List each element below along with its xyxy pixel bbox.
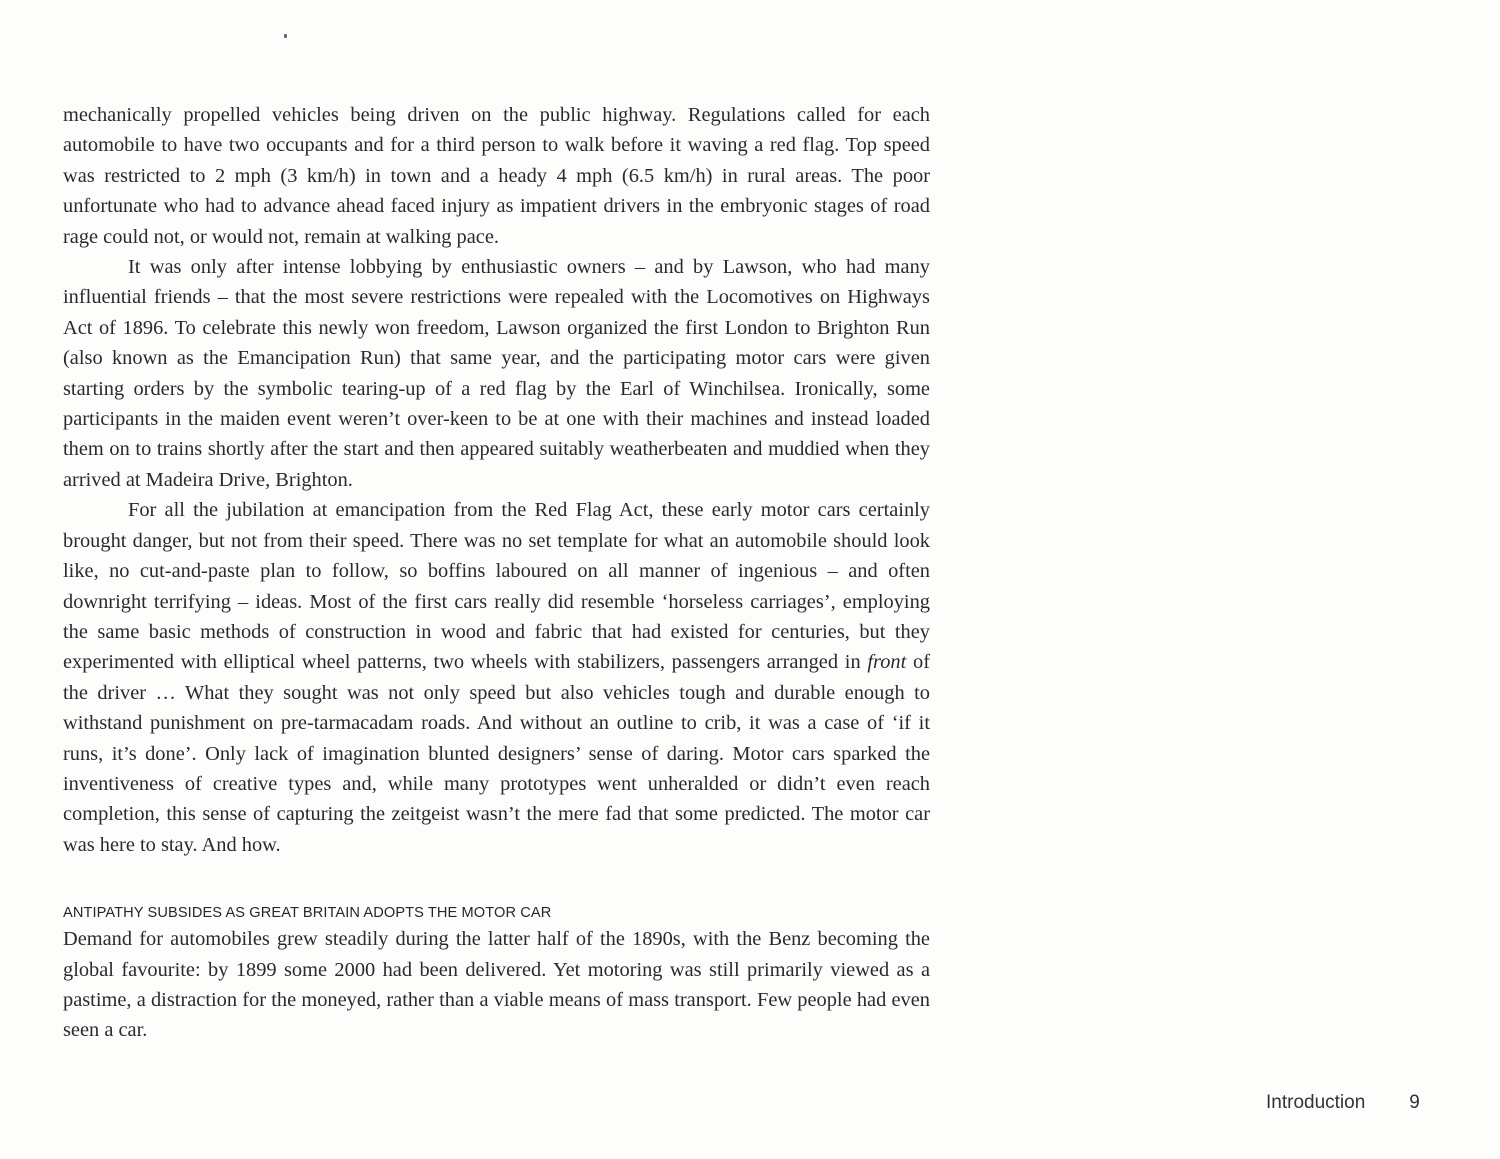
running-footer-title: Introduction (1266, 1092, 1366, 1113)
paragraph-lawson: It was only after intense lobbying by enthusiastic owners – and by Lawson, who had many influential friends – that the most severe restrictions were repealed with the Locomotives on Highways Act of 1896. To celebrate this newly won freedom, Lawson organized the first London to Brighton Run (also known as the Emancipation Run) that same year, and the participating motor cars were given starting orders by the symbolic tearing-up of a red flag by the Earl of Winchilsea. Ironically, some participants in the maiden event weren’t over-keen to be at one with their machines and instead loaded them on to trains shortly after the start and then appeared suitably weatherbeaten and muddied when they arrived at Madeira Drive, Brighton. (63, 256, 930, 491)
page-footer (1266, 1092, 1436, 1114)
paragraph-text-before: For all the jubilation at emancipation from the Red Flag Act, these early motor cars certainly brought danger, but not from their speed. There was no set template for what an automobile should look like, no cut-and-paste plan to follow, so boffins laboured on all manner of ingenious – and often downright terrifying – ideas. Most of the first cars really did resemble ‘horseless carriages’, employing the same basic methods of construction in wood and fabric that had existed for centuries, but they experimented with elliptical wheel patterns, two wheels with stabilizers, passengers arranged in (63, 499, 930, 674)
paragraph-continued: mechanically propelled vehicles being driven on the public highway. Regulations called for each automobile to have two occupants and for a third person to walk before it waving a red flag. Top speed was restricted to 2 mph (3 km/h) in town and a heady 4 mph (6.5 km/h) in rural areas. The poor unfortunate who had to advance ahead faced injury as impatient drivers in the embryonic stages of road rage could not, or would not, remain at walking pace. (63, 104, 930, 248)
paragraph-demand: Demand for automobiles grew steadily during the latter half of the 1890s, with the Benz becoming the global favourite: by 1899 some 2000 had been delivered. Yet motoring was still primarily viewed as a pastime, a distraction for the moneyed, rather than a viable means of mass transport. Few people had even seen a car. (63, 928, 930, 1042)
body-text (63, 100, 930, 1046)
section-heading: ANTIPATHY SUBSIDES AS GREAT BRITAIN ADOPTS THE MOTOR CAR (63, 905, 552, 922)
paragraph-text-after: of the driver … What they sought was not only speed but also vehicles tough and durable enough to withstand punishment on pre-tarmacadam roads. And without an outline to crib, it was a case of ‘if it runs, it’s done’. Only lack of imagination blunted designers’ sense of daring. Motor cars sparked the inventiveness of creative types and, while many prototypes went unheralded or didn’t even reach completion, this sense of capturing the zeitgeist wasn’t the mere fad that some predicted. The motor car was here to stay. And how. (63, 651, 930, 856)
scan-speck (284, 34, 287, 38)
paragraph-jubilation (63, 495, 930, 860)
page-number: 9 (1409, 1092, 1420, 1113)
emphasis-front: front (867, 651, 907, 674)
